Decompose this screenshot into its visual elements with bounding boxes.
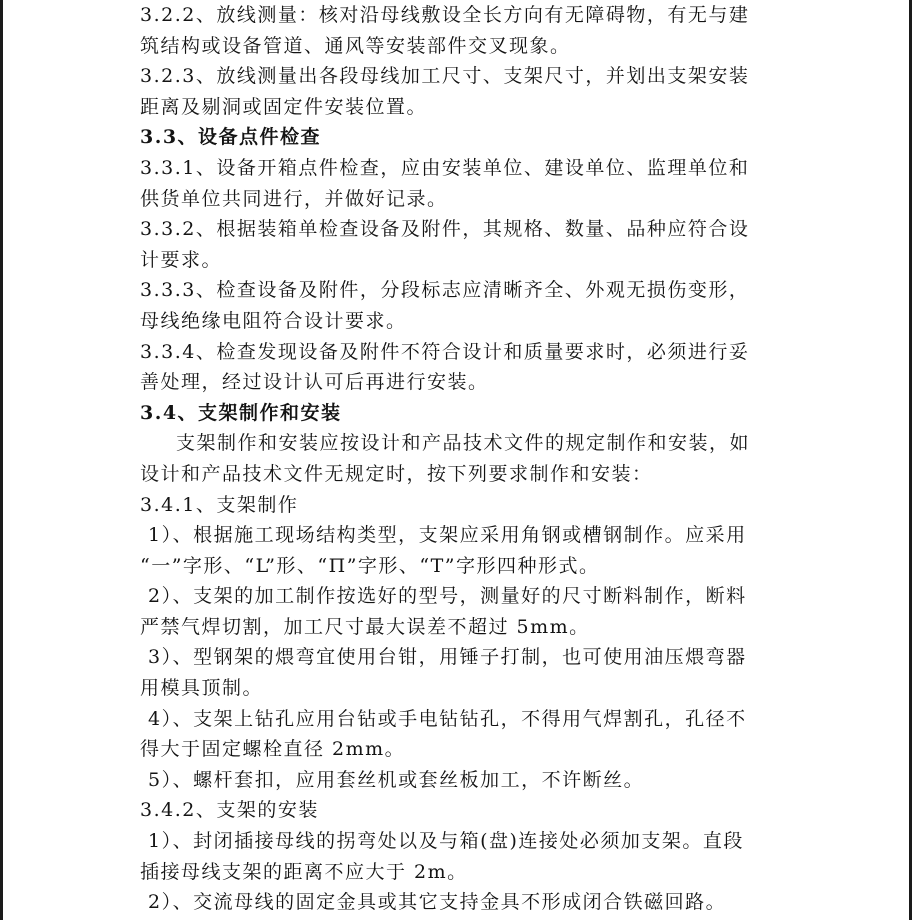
list-item: 1）、封闭插接母线的拐弯处以及与箱(盘)连接处必须加支架。直段 bbox=[148, 830, 744, 853]
section-heading: 3.3、设备点件检查 bbox=[140, 126, 322, 149]
list-item: 2）、支架的加工制作按选好的型号，测量好的尺寸断料制作，断料 bbox=[148, 585, 747, 608]
text-line: 3.3.1、设备开箱点件检查，应由安装单位、建设单位、监理单位和 bbox=[140, 156, 750, 179]
text-line: “一”字形、“L”形、“Π”字形、“T”字形四种形式。 bbox=[140, 554, 600, 577]
subsection-heading: 3.4.1、支架制作 bbox=[140, 493, 299, 516]
page-border-left bbox=[0, 0, 3, 920]
text-line: 3.2.3、放线测量出各段母线加工尺寸、支架尺寸，并划出支架安装 bbox=[140, 65, 750, 88]
document-page bbox=[140, 0, 780, 918]
text-line: 3.2.2、放线测量：核对沿母线敷设全长方向有无障碍物，有无与建 bbox=[140, 4, 750, 26]
subsection-heading: 3.4.2、支架的安装 bbox=[140, 799, 319, 822]
section-heading: 3.4、支架制作和安装 bbox=[140, 401, 342, 424]
list-item: 1）、根据施工现场结构类型，支架应采用角钢或槽钢制作。应采用 bbox=[148, 524, 747, 547]
text-line: 供货单位共同进行，并做好记录。 bbox=[140, 187, 448, 210]
list-item: 2）、交流母线的固定金具或其它支持金具不形成闭合铁磁回路。 bbox=[148, 891, 727, 914]
text-line: 3.3.4、检查发现设备及附件不符合设计和质量要求时，必须进行妥 bbox=[140, 340, 750, 363]
list-item: 5）、螺杆套扣，应用套丝机或套丝板加工，不许断丝。 bbox=[148, 768, 645, 791]
paragraph-first-line: 支架制作和安装应按设计和产品技术文件的规定制作和安装，如 bbox=[176, 432, 751, 455]
text-line: 严禁气焊切割，加工尺寸最大误差不超过 5mm。 bbox=[140, 615, 590, 638]
text-line: 3.3.2、根据装箱单检查设备及附件，其规格、数量、品种应符合设 bbox=[140, 218, 750, 241]
text-line: 3.3.3、检查设备及附件，分段标志应清晰齐全、外观无损伤变形， bbox=[140, 279, 750, 302]
text-line: 计要求。 bbox=[140, 248, 223, 271]
list-item: 4）、支架上钻孔应用台钻或手电钻钻孔，不得用气焊割孔，孔径不 bbox=[148, 707, 747, 730]
text-line: 母线绝缘电阻符合设计要求。 bbox=[140, 309, 407, 332]
text-line: 用模具顶制。 bbox=[140, 677, 264, 700]
text-line: 筑结构或设备管道、通风等安装部件交叉现象。 bbox=[140, 34, 571, 57]
text-line: 得大于固定螺栓直径 2mm。 bbox=[140, 738, 406, 761]
text-line: 设计和产品技术文件无规定时，按下列要求制作和安装： bbox=[140, 462, 653, 485]
list-item: 3）、型钢架的煨弯宜使用台钳，用锤子打制，也可使用油压煨弯器 bbox=[148, 646, 747, 669]
text-line: 插接母线支架的距离不应大于 2m。 bbox=[140, 860, 468, 883]
text-line: 距离及剔洞或固定件安装位置。 bbox=[140, 95, 428, 118]
text-line: 善处理，经过设计认可后再进行安装。 bbox=[140, 371, 489, 394]
